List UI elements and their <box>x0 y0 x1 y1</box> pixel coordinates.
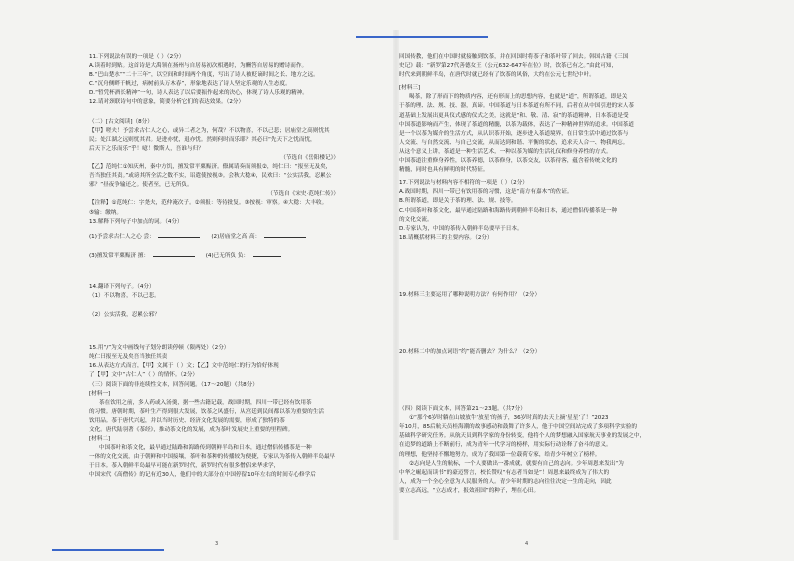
reading-line: ②志向是人生的航标，一个人要做出一番成就，就要有自己的志向。少年周恩来发出“为 <box>409 460 624 467</box>
notes-line: ⑤输：缴纳。 <box>89 209 122 216</box>
material-line: 饮用品。茶于唐代兴起，并以当时历史、经济文化发展的需要，形成了独特的茶 <box>89 417 285 424</box>
material-line: 中国茶道影响而产生，体现了茶道的精髓，以茶为载体，表达了一种精神世界的追求。中国茶道 <box>399 121 634 128</box>
question-16: 了【甲】文中“古仁人”（ ）的情怀。（2分） <box>89 372 199 379</box>
option-c: C.“沉舟侧畔千帆过，病树前头万木春”，形象地表达了诗人坚定乐观的人生态度。 <box>89 81 291 88</box>
material-line: 时代来到朝鲜半岛，在唐代时就已经有了饮茶的风俗，大约在公元七世纪中叶。 <box>399 72 595 79</box>
page-number: 3 <box>215 540 219 547</box>
question-20: 20.材料二中的加点词语“约”能否删去？为什么？（2分） <box>399 348 541 355</box>
question-11: 11.下列说法有误的一项是（ ）（2分） <box>89 54 185 60</box>
question-18: 18.请概括材料三的主要内容。（2分） <box>399 234 493 241</box>
material-line: 精髓，同时也具有鲜明的时代特征。 <box>399 167 489 174</box>
source-citation: （节选自《宋史·范纯仁传》） <box>267 191 339 198</box>
section-header: （四）阅读下面文本，回答第21～23题。（共7分） <box>399 406 526 413</box>
material-line: 道基础上发展出更具仪式感的仪式之美，这就是“和、敬、清、寂”的茶道精神，日本茶道是受 <box>399 112 629 119</box>
option-d: D.“暂凭杯酒长精神”一句，诗人表达了以后要振作起来的决心，体现了诗人乐观的精神。 <box>89 90 308 97</box>
right-page <box>397 0 794 561</box>
material-title: [材料三] <box>399 85 421 92</box>
material-line: 从这个意义上讲，茶道是一种生活艺术，一种以茶为媒的生活礼仪和修身养性的方式。 <box>399 148 612 155</box>
translate-item: （2）公实活我，忍累公邪？ <box>89 312 160 319</box>
reading-line: 中华之崛起而读书”的豪迈誓言，校长赞叹“有志者当如是”！周恩来最终成为了伟大的 <box>399 469 610 476</box>
material-line: 人交流、与自然交流、与自己交流，从而达到和谐、平衡的状态，追求天人合一、物我两忘。 <box>399 139 629 146</box>
question-15: 15.用“/”为文中画线句子划分朗读停顿（限两处）（2分） <box>89 345 230 352</box>
answer-row <box>89 231 379 240</box>
question-17: 17.下列说法与材料内容不相符的一项是（ ）（2分） <box>399 180 528 187</box>
material-title: [材料二] <box>89 436 111 443</box>
item-label: (2)居庙堂之高 <box>211 233 248 240</box>
material-line: 喝茶，除了形而下的物质内容，还有形而上的思想内容，也就是“道”，所谓茶道，即是关 <box>409 94 628 101</box>
material-line: 中国茶叶和茶文化，最早通过陆路和海路传到朝鲜半岛和日本，通过僧侣传播茶是一种 <box>99 445 312 452</box>
reading-line: ①“那个6岁时躺在山坡放牛‘放星’的孩子，36岁时真的去天上摘‘星星’了！”2023 <box>409 415 609 422</box>
item-label: 高： <box>249 233 261 240</box>
item-label: 尝： <box>143 233 155 240</box>
material-line: 茶在饮用之前，多人药或入汤羹，据一些古籍记载，战国时期，四川一带已经有饮用茶 <box>99 399 312 406</box>
material-line: 文化。唐代陆羽著《茶经》，推动茶文化的发展，成为茶叶发展史上重要的里程碑。 <box>89 427 294 433</box>
answer-blank[interactable] <box>158 231 200 238</box>
reading-line: 在追梦的道路上不断前行，成为青年一代学习的榜样，用实际行动诠释了奋斗的意义。 <box>399 442 612 449</box>
answer-blank[interactable] <box>253 250 281 257</box>
question-14: 14.翻译下列句子。（4分） <box>89 283 155 290</box>
question-12: 12.请对颈联诗句中的意象，简要分析它们的表达效果。（2分） <box>89 99 245 106</box>
item-label: 擅： <box>137 252 150 259</box>
question-16: 16.从表达方式而言，【甲】文属于（ ）文；【乙】文中范纯仁的行为恰好体现 <box>89 363 279 370</box>
reading-line: 的理想，他坚持不懈地努力，成为了我国第一位载荷专家，给青少年树立了榜样。 <box>399 451 601 458</box>
question-13: 13.解释下列句子中加点的词。（4分） <box>89 218 183 225</box>
option-a: A.战国时期，四川一带已有饮用茶的习惯，这是“南方有嘉木”的佐证。 <box>399 189 573 196</box>
answer-row <box>89 250 379 259</box>
item-label: (3)擅发常平粟赈济 <box>89 252 137 259</box>
answer-blank[interactable] <box>264 231 306 238</box>
material-line: 是一个以茶为媒介的生活方式，从认识茶开始，逐步进入茶道境界，在日常生活中通过饮茶与 <box>399 130 629 137</box>
pause-sentence: 纯仁曰报至无及矣吾当独任其责 <box>89 354 168 361</box>
material-line: 回国传教，他们在中国时就接触到饮茶，并在回国时将茶子和茶叶带了回去。韩国古籍《三国 <box>399 54 629 60</box>
material-line: 一体的文化交流，由于朝鲜和中国接壤，茶叶和茶种的传播较为便捷，专家认为茶传入朝鲜半岛最早 <box>89 454 336 461</box>
option-b: B.所谓茶道，即是关于茶的理、法、规、技等。 <box>399 198 517 205</box>
option-d: D.专家认为，中国的茶传入朝鲜半岛要早于日本。 <box>399 225 523 232</box>
item-label: (1)予尝求古仁人之心 <box>89 233 142 240</box>
reading-line: 人，成为一个全心全意为人民服务的人。青少年时期的志向往往决定一生的走向，因此 <box>399 478 612 485</box>
option-a: A.读着时到贴。这首诗是大禹领在扬州与自居易初次相遇时，为酬答自居易的赠诗而作。 <box>89 63 308 70</box>
reading-line: 要立志高远，“立志成才，报效祖国”的种子，埋在心田。 <box>399 487 540 494</box>
page-number: 4 <box>525 540 529 547</box>
answer-blank[interactable] <box>153 250 195 257</box>
source-citation: （节选自《岳阳楼记》） <box>280 154 339 161</box>
option-c: C.中国茶叶和茶文化，最早通过陆路和海路传到朝鲜半岛和日本，通过僧侣传播茶是一种 <box>399 207 618 214</box>
excerpt-yi-line: 吾当独任其责。”或谤其所全活之数不实，诏遣使按视③。会秋大稔④，民欢曰：“公实活我，忍累公 <box>89 173 332 180</box>
option-c-cont: 的文化交流。 <box>399 216 433 223</box>
excerpt-yi-line: 【乙】范纯仁①知庆州，秦中方饥，擅发常平粟赈济。僚属请奏而须报②，纯仁曰：“报至无及矣， <box>89 164 332 171</box>
material-line: 的习惯。唐朝时期，茶叶生产得到很大发展，饮茶之风盛行，从宫廷到民间都以茶为重要的生活 <box>89 408 324 415</box>
excerpt-jia-line: 后天下之乐而乐”乎！噫！微斯人，吾谁与归？ <box>89 145 204 152</box>
excerpt-yi-line: 邪？”昼夜争输还之。使者至，已无所负。 <box>89 182 193 189</box>
question-19: 19.材料三主要运用了哪种说明方法？有何作用？（2分） <box>399 291 541 298</box>
material-line: 中国宋代《高僧传》的记有近30人，他们中的大部分在中国停留10年左右的时间专心修学后 <box>89 472 316 479</box>
material-line: 于茶的理、法、规、技、器，真谛。中国茶道与日本茶道有所不同，后者在从中国引进的宋人茶 <box>399 103 634 110</box>
material-line: 于日本。茶入朝鲜半岛最早可能在新罗时代，新罗时代有很多僧侣来华求学， <box>89 463 280 470</box>
section-header: （二）[古文阅读]（8分） <box>89 118 153 125</box>
material-line: 中国茶道注重修身养性，以茶养德，以茶修身，以茶交友，以茶待客，蕴含着传统文化的 <box>399 158 618 165</box>
item-label: (4)已无所负 <box>205 252 237 259</box>
item-label: 负： <box>237 252 250 259</box>
notes-line: 【注释】①范纯仁：字尧夫，范仲淹次子。②须报：等待批复。③按视：审察。④大稔：大丰收。 <box>89 200 328 207</box>
excerpt-jia-line: 民；处江湖之远则忧其君。是进亦忧，退亦忧。然则何时而乐耶？其必曰“先天下之忧而忧， <box>89 136 316 143</box>
material-line: 史记》载：“新罗第27代善德女王（公元632-647年在位）时，饮茶已有之。”由此可知， <box>399 63 618 70</box>
excerpt-jia-line: 【甲】嗟夫！予尝求古仁人之心，或异二者之为，何哉？不以物喜，不以己悲；居庙堂之高则忧其 <box>89 127 330 134</box>
translate-item: （1）不以物喜，不以己悲。 <box>89 292 160 299</box>
reading-line: 年10月，85后航天员桂海潮的故事感动和鼓舞了许多人，他于中国空间站完成了多项科学实验的 <box>399 424 637 431</box>
section-header: （三）阅读下面的非连续性文本，回答问题。（17～20题）（共8分） <box>89 381 258 388</box>
option-b: B.“巴山楚水”“二十三年”，以空间和时间两个角度，写出了诗人被贬谪时间之长、地方之远。 <box>89 72 319 79</box>
material-title: [材料一] <box>89 390 111 397</box>
reading-line: 基础科学研究任务。从航天员到科学家的身份转变，他将个人的梦想融入国家航天事业的发展之中， <box>399 433 646 440</box>
